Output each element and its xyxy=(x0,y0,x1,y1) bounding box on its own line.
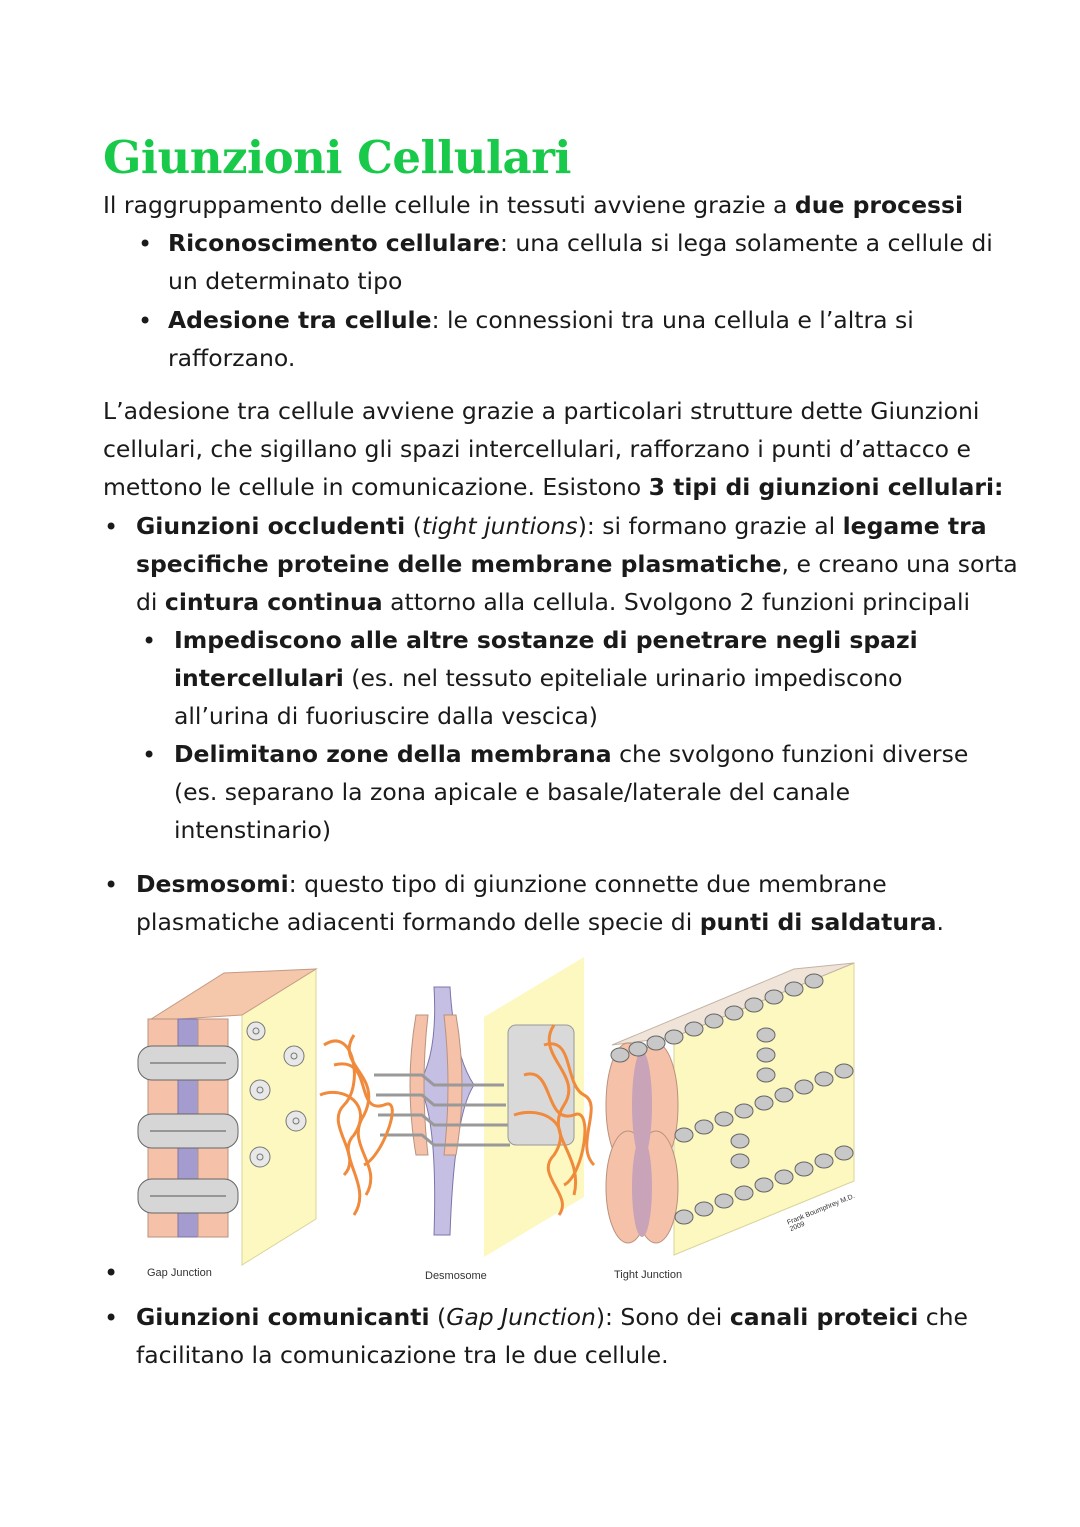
desmosome-illustration xyxy=(320,957,594,1257)
bullet-icon: • xyxy=(138,230,153,258)
function-2-line-2: (es. separano la zona apicale e basale/laterale del canale xyxy=(174,778,851,806)
caption-tight-junction: Tight Junction xyxy=(614,1269,683,1281)
paragraph-line-2: cellulari, che sigillano gli spazi intercellulari, rafforzano i punti d’attacco e xyxy=(103,435,971,463)
occludenti-line-1: Giunzioni occludenti (tight juntions): si formano grazie al legame tra xyxy=(136,512,987,540)
paragraph-line-1: L’adesione tra cellule avviene grazie a particolari strutture dette Giunzioni xyxy=(103,397,980,425)
desmosomi-line-1: Desmosomi: questo tipo di giunzione connette due membrane xyxy=(136,870,887,898)
bullet-icon: • xyxy=(142,627,157,655)
process-1-line-2: un determinato tipo xyxy=(168,267,403,295)
intro-line: Il raggruppamento delle cellule in tessuti avviene grazie a due processi xyxy=(103,191,964,219)
occludenti-line-3: di cintura continua attorno alla cellula. Svolgono 2 funzioni principali xyxy=(136,588,971,616)
function-1-line-1: Impediscono alle altre sostanze di penetrare negli spazi xyxy=(174,626,918,654)
gap-junction-illustration xyxy=(138,969,316,1265)
comunicanti-line-2: facilitano la comunicazione tra le due cellule. xyxy=(136,1341,669,1369)
occludenti-line-2: specifiche proteine delle membrane plasmatiche, e creano una sorta xyxy=(136,550,1018,578)
function-1-line-3: all’urina di fuoriuscire dalla vescica) xyxy=(174,702,598,730)
bullet-icon: • xyxy=(104,513,119,541)
process-2-line-1: Adesione tra cellule: le connessioni tra una cellula e l’altra si xyxy=(168,306,914,334)
figure-credit: Frank Boumphrey M.D. 2009 xyxy=(786,1193,856,1234)
paragraph-line-3: mettono le cellule in comunicazione. Esistono 3 tipi di giunzioni cellulari: xyxy=(103,473,1004,501)
caption-gap-junction: Gap Junction xyxy=(147,1267,212,1279)
function-2-line-1: Delimitano zone della membrana che svolgono funzioni diverse xyxy=(174,740,969,768)
caption-desmosome: Desmosome xyxy=(425,1270,487,1282)
desmosomi-line-2: plasmatiche adiacenti formando delle specie di punti di saldatura. xyxy=(136,908,945,936)
junctions-illustration xyxy=(104,955,864,1295)
junctions-figure xyxy=(104,955,864,1295)
process-1-line-1: Riconoscimento cellulare: una cellula si lega solamente a cellule di xyxy=(168,229,993,257)
process-2-line-2: rafforzano. xyxy=(168,344,296,372)
bullet-icon: • xyxy=(104,871,119,899)
bullet-icon: • xyxy=(104,1259,119,1287)
function-1-line-2: intercellulari (es. nel tessuto epiteliale urinario impediscono xyxy=(174,664,903,692)
bullet-icon: • xyxy=(104,1304,119,1332)
page-title: Giunzioni Cellulari xyxy=(103,131,572,184)
bullet-icon: • xyxy=(138,307,153,335)
bullet-icon: • xyxy=(142,741,157,769)
function-2-line-3: intenstinario) xyxy=(174,816,332,844)
comunicanti-line-1: Giunzioni comunicanti (Gap Junction): Sono dei canali proteici che xyxy=(136,1303,968,1331)
